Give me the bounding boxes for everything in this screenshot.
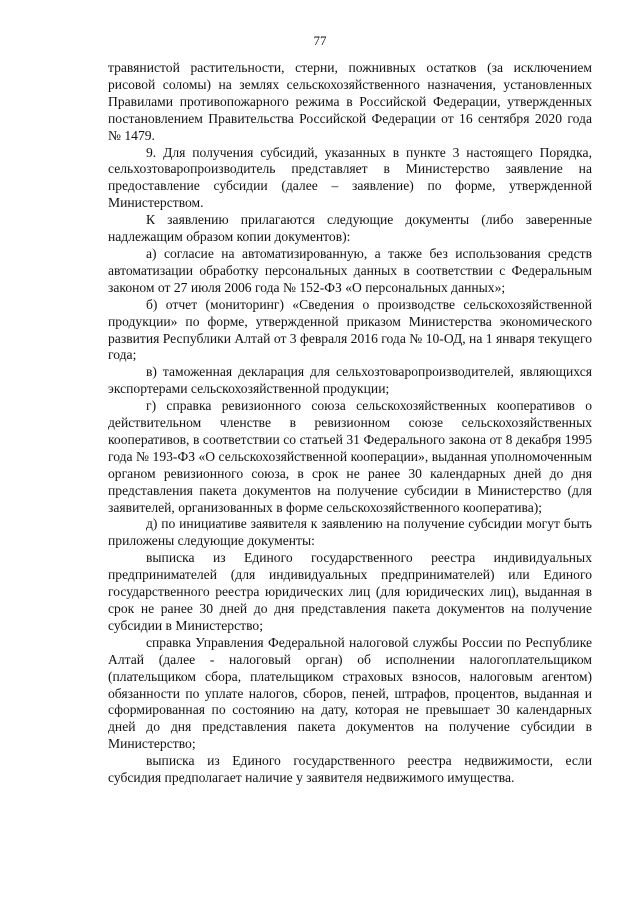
paragraph-subitem-g: г) справка ревизионного союза сельскохозяйственных кооперативов о действительном членстве в ревизионном союзе сельскохозяйственных кооперативов, в соответствии со статьей 31 Федерального закона от 8 декабря 1995 года № 193-ФЗ «О сельскохозяйственной кооперации», выданная уполномоченным органом ревизионного союза, в срок не ранее 30 календарных дней до дня представления пакета документов на получение субсидии в Министерство (для заявителей, организованных в форме сельскохозяйственного кооператива); <box>108 398 592 515</box>
paragraph-subitem-b: б) отчет (мониторинг) «Сведения о производстве сельскохозяйственной продукции» по форме, утвержденной приказом Министерства экономического развития Республики Алтай от 3 февраля 2016 года № 10-ОД, на 1 января текущего года; <box>108 296 592 363</box>
paragraph-egrn-extract: выписка из Единого государственного реестра недвижимости, если субсидия предполагает наличие у заявителя недвижимого имущества. <box>108 753 592 786</box>
paragraph-egrip-extract: выписка из Единого государственного реестра индивидуальных предпринимателей (для индивидуальных предпринимателей) или Единого государственного реестра юридических лиц (для юридических лиц), выданная в срок не ранее 30 дней до дня представления пакета документов на получение субсидии в Министерство; <box>108 550 592 633</box>
paragraph-attachments-intro: К заявлению прилагаются следующие документы (либо заверенные надлежащим образом копии документов): <box>108 212 592 245</box>
page-number: 77 <box>313 33 327 48</box>
document-body <box>108 60 592 787</box>
paragraph-tax-certificate: справка Управления Федеральной налоговой службы России по Республике Алтай (далее - налоговый орган) об исполнении налогоплательщиком (плательщиком сбора, плательщиком страховых взносов, налоговым агентом) обязанности по уплате налогов, сборов, пеней, штрафов, процентов, выданная и сформированная по состоянию на дату, которая не превышает 30 календарных дней до дня представления пакета документов на получение субсидии в Министерство; <box>108 634 592 752</box>
paragraph-subitem-a: а) согласие на автоматизированную, а также без использования средств автоматизации обработку персональных данных в соответствии с Федеральным законом от 27 июля 2006 года № 152-ФЗ «О персональных данных»; <box>108 245 592 295</box>
paragraph-item-9: 9. Для получения субсидий, указанных в пункте 3 настоящего Порядка, сельхозтоваропроизводитель представляет в Министерство заявление на предоставление субсидии (далее – заявление) по форме, утвержденной Министерством. <box>108 144 592 211</box>
paragraph-continuation: травянистой растительности, стерни, пожнивных остатков (за исключением рисовой соломы) на землях сельскохозяйственного назначения, установленных Правилами противопожарного режима в Российской Федерации, утвержденных постановлением Правительства Российской Федерации от 16 сентября 2020 года № 1479. <box>108 60 592 143</box>
paragraph-subitem-d: д) по инициативе заявителя к заявлению на получение субсидии могут быть приложены следующие документы: <box>108 516 592 549</box>
paragraph-subitem-v: в) таможенная декларация для сельхозтоваропроизводителей, являющихся экспортерами сельскохозяйственной продукции; <box>108 364 592 397</box>
